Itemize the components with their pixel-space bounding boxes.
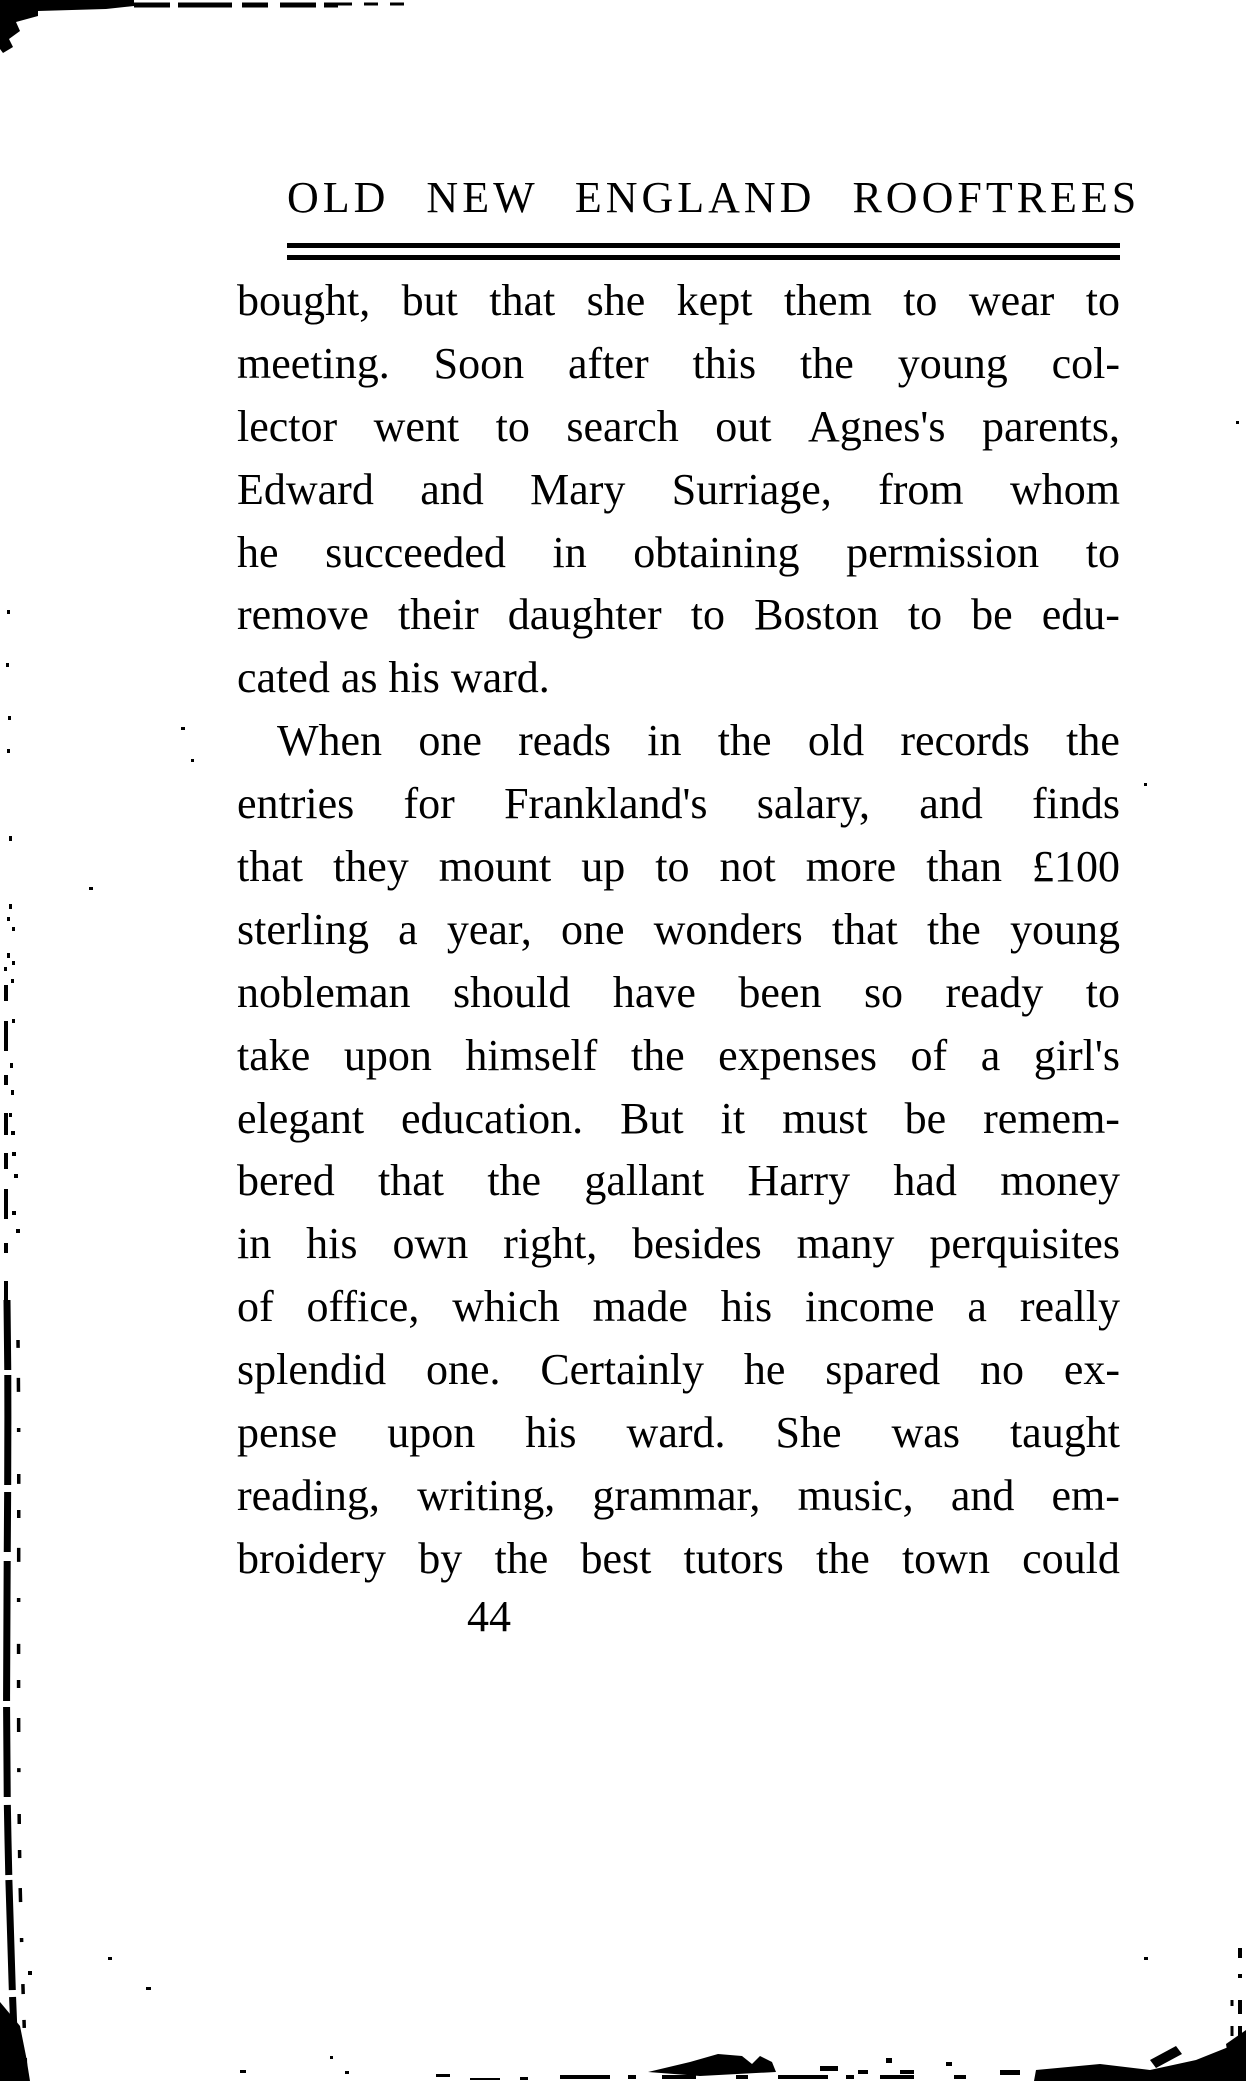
text-line: that they mount up to not more than £100 — [237, 842, 1120, 892]
bottom-right-slash — [1150, 2046, 1182, 2068]
text-line: nobleman should have been so ready to — [237, 967, 1120, 1017]
running-head: OLD NEW ENGLAND ROOFTREES — [287, 173, 1141, 222]
text-line: When one reads in the old records the — [277, 716, 1120, 766]
body-text — [237, 270, 1120, 1591]
header-double-rule — [287, 243, 1120, 260]
bottom-left-blob — [0, 2002, 30, 2081]
text-line: remove their daughter to Boston to be edu- — [237, 590, 1120, 640]
text-line: meeting. Soon after this the young col- — [237, 338, 1120, 388]
text-line: Edward and Mary Surriage, from whom — [237, 464, 1120, 514]
left-gutter-line — [7, 1300, 16, 2081]
text-line: entries for Frankland's salary, and finds — [237, 779, 1120, 829]
text-line: splendid one. Certainly he spared no ex- — [237, 1345, 1120, 1395]
bottom-edge-speckles — [28, 1957, 1148, 2080]
text-line: pense upon his ward. She was taught — [237, 1408, 1120, 1458]
text-line: sterling a year, one wonders that the young — [237, 904, 1120, 954]
tear-mark-top-left — [0, 0, 134, 53]
text-line: lector went to search out Agnes's parents, — [237, 401, 1120, 451]
text-line: cated as his ward. — [237, 653, 550, 703]
text-line: bered that the gallant Harry had money — [237, 1156, 1120, 1206]
bottom-blob-center — [648, 2054, 776, 2076]
page-number: 44 — [467, 1592, 511, 1641]
text-line: broidery by the best tutors the town could — [237, 1533, 1120, 1583]
bottom-right-band — [1034, 2040, 1246, 2081]
text-line: bought, but that she kept them to wear to — [237, 276, 1120, 325]
text-line: in his own right, besides many perquisites — [237, 1219, 1120, 1269]
text-line: of office, which made his income a really — [237, 1282, 1120, 1332]
text-line: reading, writing, grammar, music, and em- — [237, 1470, 1120, 1520]
bottom-right-corner — [1226, 2030, 1246, 2081]
text-line: he succeeded in obtaining permission to — [237, 527, 1120, 577]
left-gutter-secondary — [18, 1340, 26, 2081]
text-line: take upon himself the expenses of a girl's — [237, 1030, 1120, 1080]
text-line: elegant education. But it must be remem- — [237, 1093, 1120, 1143]
